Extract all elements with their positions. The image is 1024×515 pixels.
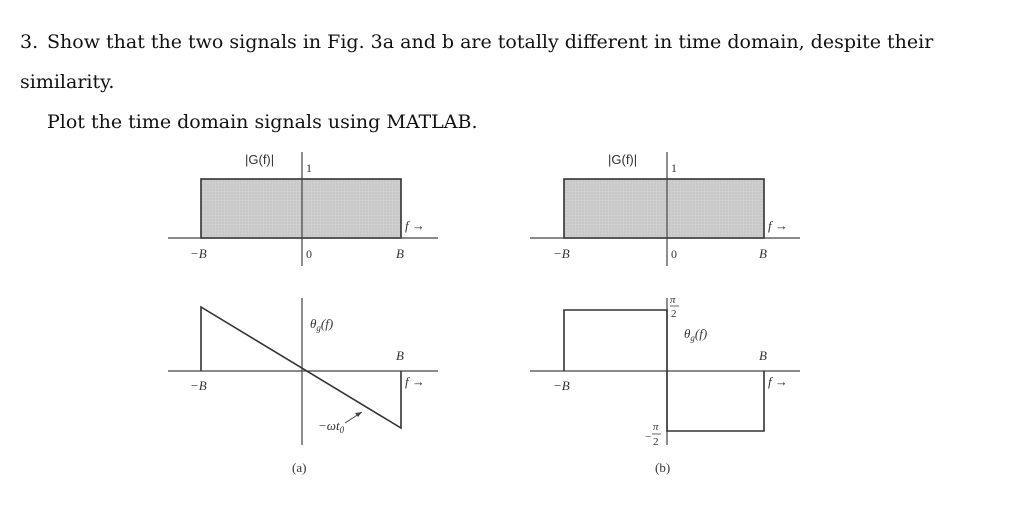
figure-b-pi-bottom-num: π (653, 421, 659, 433)
figure-b-phase-f-arrow: f → (768, 374, 788, 389)
figure-b-f-arrow: f → (768, 218, 788, 233)
figure-b-pi-bottom (645, 421, 661, 448)
figure-a-phase-line (201, 307, 401, 428)
figure-a-f-arrow: f → (405, 218, 425, 233)
figure-b-magnitude-rect (564, 179, 764, 238)
figure-b-magnitude-one: 1 (671, 161, 677, 175)
figure-a-magnitude-label: |G(f)| (245, 152, 275, 167)
figure-b-pi-top (670, 294, 679, 320)
figure-a-magnitude-rect (201, 179, 401, 238)
figure-a-caption: (a) (292, 460, 307, 475)
figure-b (530, 152, 800, 475)
figure-a-phase-tick-neg-b: −B (190, 378, 207, 393)
figure-b-tick-zero: 0 (671, 247, 677, 261)
figure-a-magnitude-plot (168, 152, 438, 266)
figure-b-tick-b: B (759, 246, 767, 261)
figure-b-phase-plot (530, 294, 800, 448)
figure-b-magnitude-plot (530, 152, 800, 266)
question-line-2: Plot the time domain signals using MATLAB. (47, 111, 478, 133)
figure-b-pi-bottom-den: 2 (653, 436, 659, 448)
figure-a-slope-label: $-\omega t_0$ (318, 418, 345, 435)
figure-a-magnitude-one: 1 (306, 161, 312, 175)
figure-a-phase-tick-b: B (396, 348, 404, 363)
figure-b-phase-tick-neg-b: −B (553, 378, 570, 393)
question-line1-text: Show that the two signals in Fig. 3a and b are totally different in time domain, despite their similarity. (20, 31, 934, 93)
figure-b-phase-tick-b: B (759, 348, 767, 363)
figure-b-pi-top-num: π (670, 294, 676, 306)
figure-b-pi-top-den: 2 (671, 308, 677, 320)
figure-b-caption: (b) (655, 460, 671, 475)
figure-a (168, 152, 438, 475)
figure-b-phase-label: $\theta_g(f)$ (684, 326, 708, 343)
figure-b-magnitude-label: |G(f)| (608, 152, 638, 167)
figure-a-phase-plot (168, 298, 438, 445)
figure-a-tick-zero: 0 (306, 247, 312, 261)
figure-a-tick-b: B (396, 246, 404, 261)
figure-a-phase-f-arrow: f → (405, 374, 425, 389)
question-number: 3. (20, 31, 39, 53)
figure-a-phase-label: $\theta_g(f)$ (310, 316, 334, 333)
figure-b-tick-neg-b: −B (553, 246, 570, 261)
figure-b-pi-bottom-sign: − (645, 431, 652, 443)
figure-a-tick-neg-b: −B (190, 246, 207, 261)
